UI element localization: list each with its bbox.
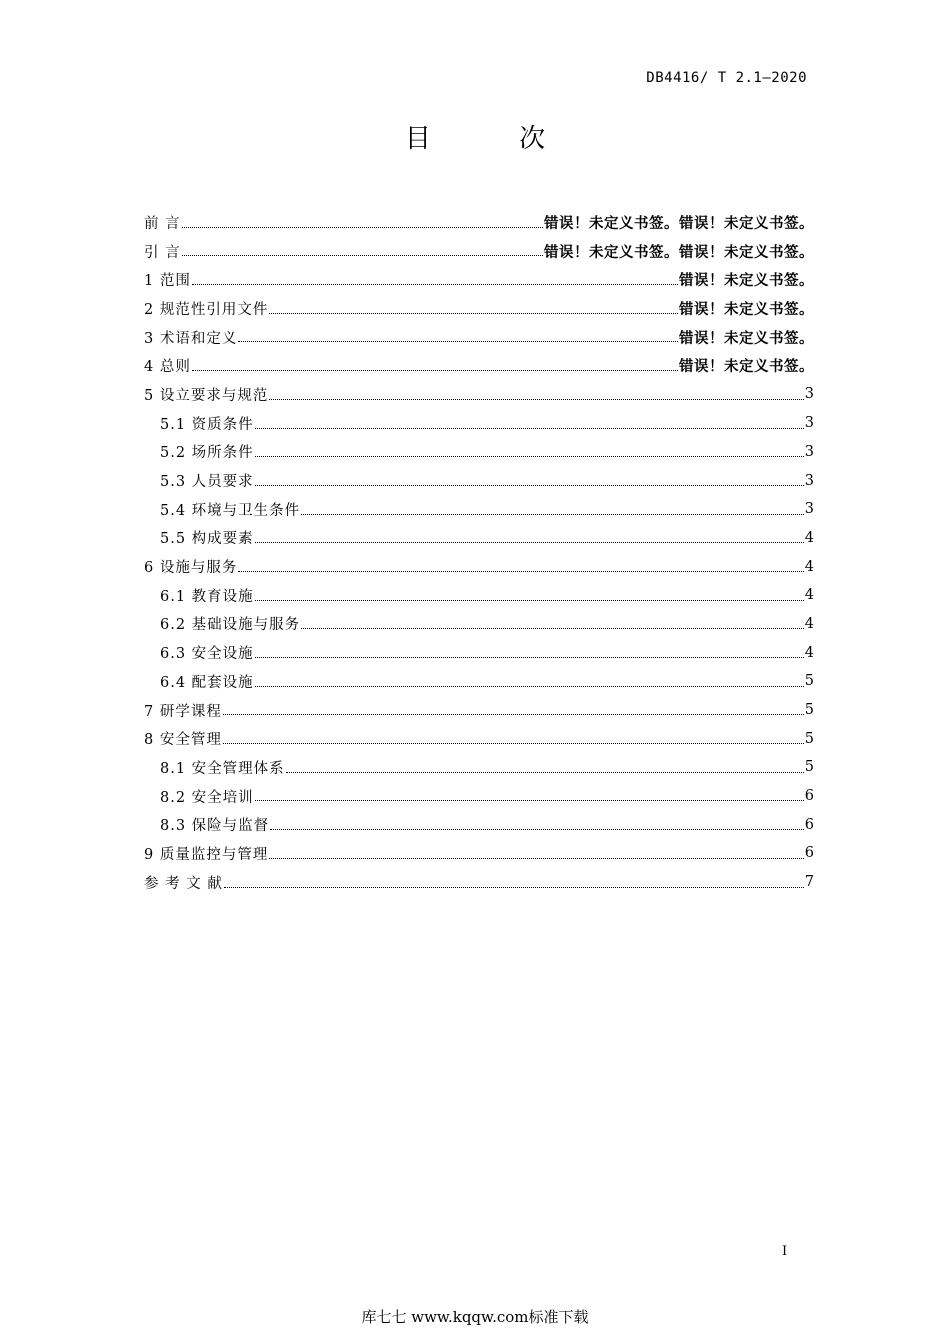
toc-entry-label: 5 设立要求与规范 xyxy=(144,387,269,404)
toc-entry-page: 4 xyxy=(804,615,814,632)
toc-entry-page: 5 xyxy=(804,759,814,776)
toc-entry[interactable] xyxy=(144,351,814,380)
toc-entry[interactable] xyxy=(144,868,814,897)
footer-watermark: 库七七 www.kqqw.com标准下载 xyxy=(361,1308,589,1326)
toc-entry[interactable] xyxy=(144,495,814,524)
dot-leader xyxy=(255,427,804,429)
dot-leader xyxy=(238,570,803,572)
toc-entry-label: 3 术语和定义 xyxy=(144,330,238,347)
dot-leader xyxy=(255,685,804,687)
dot-leader xyxy=(286,771,804,773)
toc-entry-page: 错误！未定义书签。错误！未定义书签。 xyxy=(544,244,814,261)
toc-entry[interactable] xyxy=(144,409,814,438)
dot-leader xyxy=(238,340,678,342)
toc-entry-page: 3 xyxy=(804,443,814,460)
toc-entry-label: 6.3 安全设施 xyxy=(160,646,254,663)
dot-leader xyxy=(269,312,678,314)
toc-entry-label: 9 质量监控与管理 xyxy=(144,846,269,863)
toc-entry[interactable] xyxy=(144,696,814,725)
toc-entry[interactable] xyxy=(144,724,814,753)
toc-entry-page: 5 xyxy=(804,730,814,747)
dot-leader xyxy=(255,455,804,457)
toc-entry-page: 错误！未定义书签。 xyxy=(679,301,814,318)
toc-entry-label: 4 总则 xyxy=(144,359,191,376)
toc-entry[interactable] xyxy=(144,552,814,581)
toc-entry[interactable] xyxy=(144,237,814,266)
toc-entry[interactable] xyxy=(144,753,814,782)
toc-entry-page: 错误！未定义书签。错误！未定义书签。 xyxy=(544,215,814,232)
toc-entry-page: 5 xyxy=(804,673,814,690)
toc-entry-page: 6 xyxy=(804,816,814,833)
dot-leader xyxy=(255,799,804,801)
toc-entry-label: 5.2 场所条件 xyxy=(160,445,254,462)
toc-entry-page: 7 xyxy=(804,874,814,891)
toc-entry-label: 6.2 基础设施与服务 xyxy=(160,617,301,634)
toc-entry[interactable] xyxy=(144,610,814,639)
page-number: I xyxy=(782,1244,788,1259)
toc-entry-label: 6 设施与服务 xyxy=(144,560,238,577)
toc-entry-label: 2 规范性引用文件 xyxy=(144,301,269,318)
toc-entry[interactable] xyxy=(144,638,814,667)
standard-code: DB4416/ T 2.1—2020 xyxy=(646,70,807,86)
toc-entry[interactable] xyxy=(144,581,814,610)
toc-entry-label: 8 安全管理 xyxy=(144,732,222,749)
toc-entry-page: 错误！未定义书签。 xyxy=(679,273,814,290)
toc-entry-label: 8.2 安全培训 xyxy=(160,789,254,806)
toc-entry-label: 6.1 教育设施 xyxy=(160,588,254,605)
toc-entry-label: 8.1 安全管理体系 xyxy=(160,760,285,777)
dot-leader xyxy=(255,484,804,486)
dot-leader xyxy=(255,541,804,543)
toc-entry-label: 7 研学课程 xyxy=(144,703,222,720)
toc-entry-label: 参 考 文 献 xyxy=(144,875,223,892)
toc-entry[interactable] xyxy=(144,782,814,811)
toc-entry-label: 5.3 人员要求 xyxy=(160,474,254,491)
toc-entry[interactable] xyxy=(144,524,814,553)
dot-leader xyxy=(192,283,678,285)
toc-entry-label: 6.4 配套设施 xyxy=(160,674,254,691)
dot-leader xyxy=(223,713,804,715)
toc-entry-label: 5.1 资质条件 xyxy=(160,416,254,433)
toc-entry-label: 1 范围 xyxy=(144,273,191,290)
dot-leader xyxy=(301,513,804,515)
toc-entry-label: 8.3 保险与监督 xyxy=(160,818,270,835)
toc-entry-page: 4 xyxy=(804,644,814,661)
dot-leader xyxy=(223,742,804,744)
toc-entry-page: 错误！未定义书签。 xyxy=(679,359,814,376)
dot-leader xyxy=(270,828,804,830)
dot-leader xyxy=(269,857,803,859)
toc-entry-page: 3 xyxy=(804,415,814,432)
toc-entry[interactable] xyxy=(144,208,814,237)
toc-entry-label: 5.5 构成要素 xyxy=(160,531,254,548)
dot-leader xyxy=(255,599,804,601)
toc-entry-page: 6 xyxy=(804,845,814,862)
toc-entry[interactable] xyxy=(144,265,814,294)
toc-entry-label: 引 言 xyxy=(144,244,181,261)
toc-entry-page: 3 xyxy=(804,386,814,403)
toc-entry[interactable] xyxy=(144,380,814,409)
dot-leader xyxy=(224,886,804,888)
toc-entry-page: 4 xyxy=(804,529,814,546)
toc-entry[interactable] xyxy=(144,810,814,839)
table-of-contents xyxy=(144,208,814,897)
toc-entry[interactable] xyxy=(144,466,814,495)
toc-entry-page: 5 xyxy=(804,702,814,719)
toc-entry-page: 3 xyxy=(804,472,814,489)
toc-entry-label: 5.4 环境与卫生条件 xyxy=(160,502,301,519)
page-title: 目 次 xyxy=(404,124,586,154)
dot-leader xyxy=(182,226,543,228)
toc-entry-page: 错误！未定义书签。 xyxy=(679,330,814,347)
dot-leader xyxy=(269,398,803,400)
toc-entry[interactable] xyxy=(144,438,814,467)
dot-leader xyxy=(182,254,543,256)
toc-entry[interactable] xyxy=(144,294,814,323)
dot-leader xyxy=(192,369,678,371)
toc-entry-page: 4 xyxy=(804,558,814,575)
toc-entry[interactable] xyxy=(144,839,814,868)
toc-entry[interactable] xyxy=(144,667,814,696)
dot-leader xyxy=(301,627,804,629)
toc-entry-label: 前 言 xyxy=(144,215,181,232)
toc-entry-page: 4 xyxy=(804,587,814,604)
dot-leader xyxy=(255,656,804,658)
toc-entry[interactable] xyxy=(144,323,814,352)
toc-entry-page: 3 xyxy=(804,501,814,518)
toc-entry-page: 6 xyxy=(804,788,814,805)
